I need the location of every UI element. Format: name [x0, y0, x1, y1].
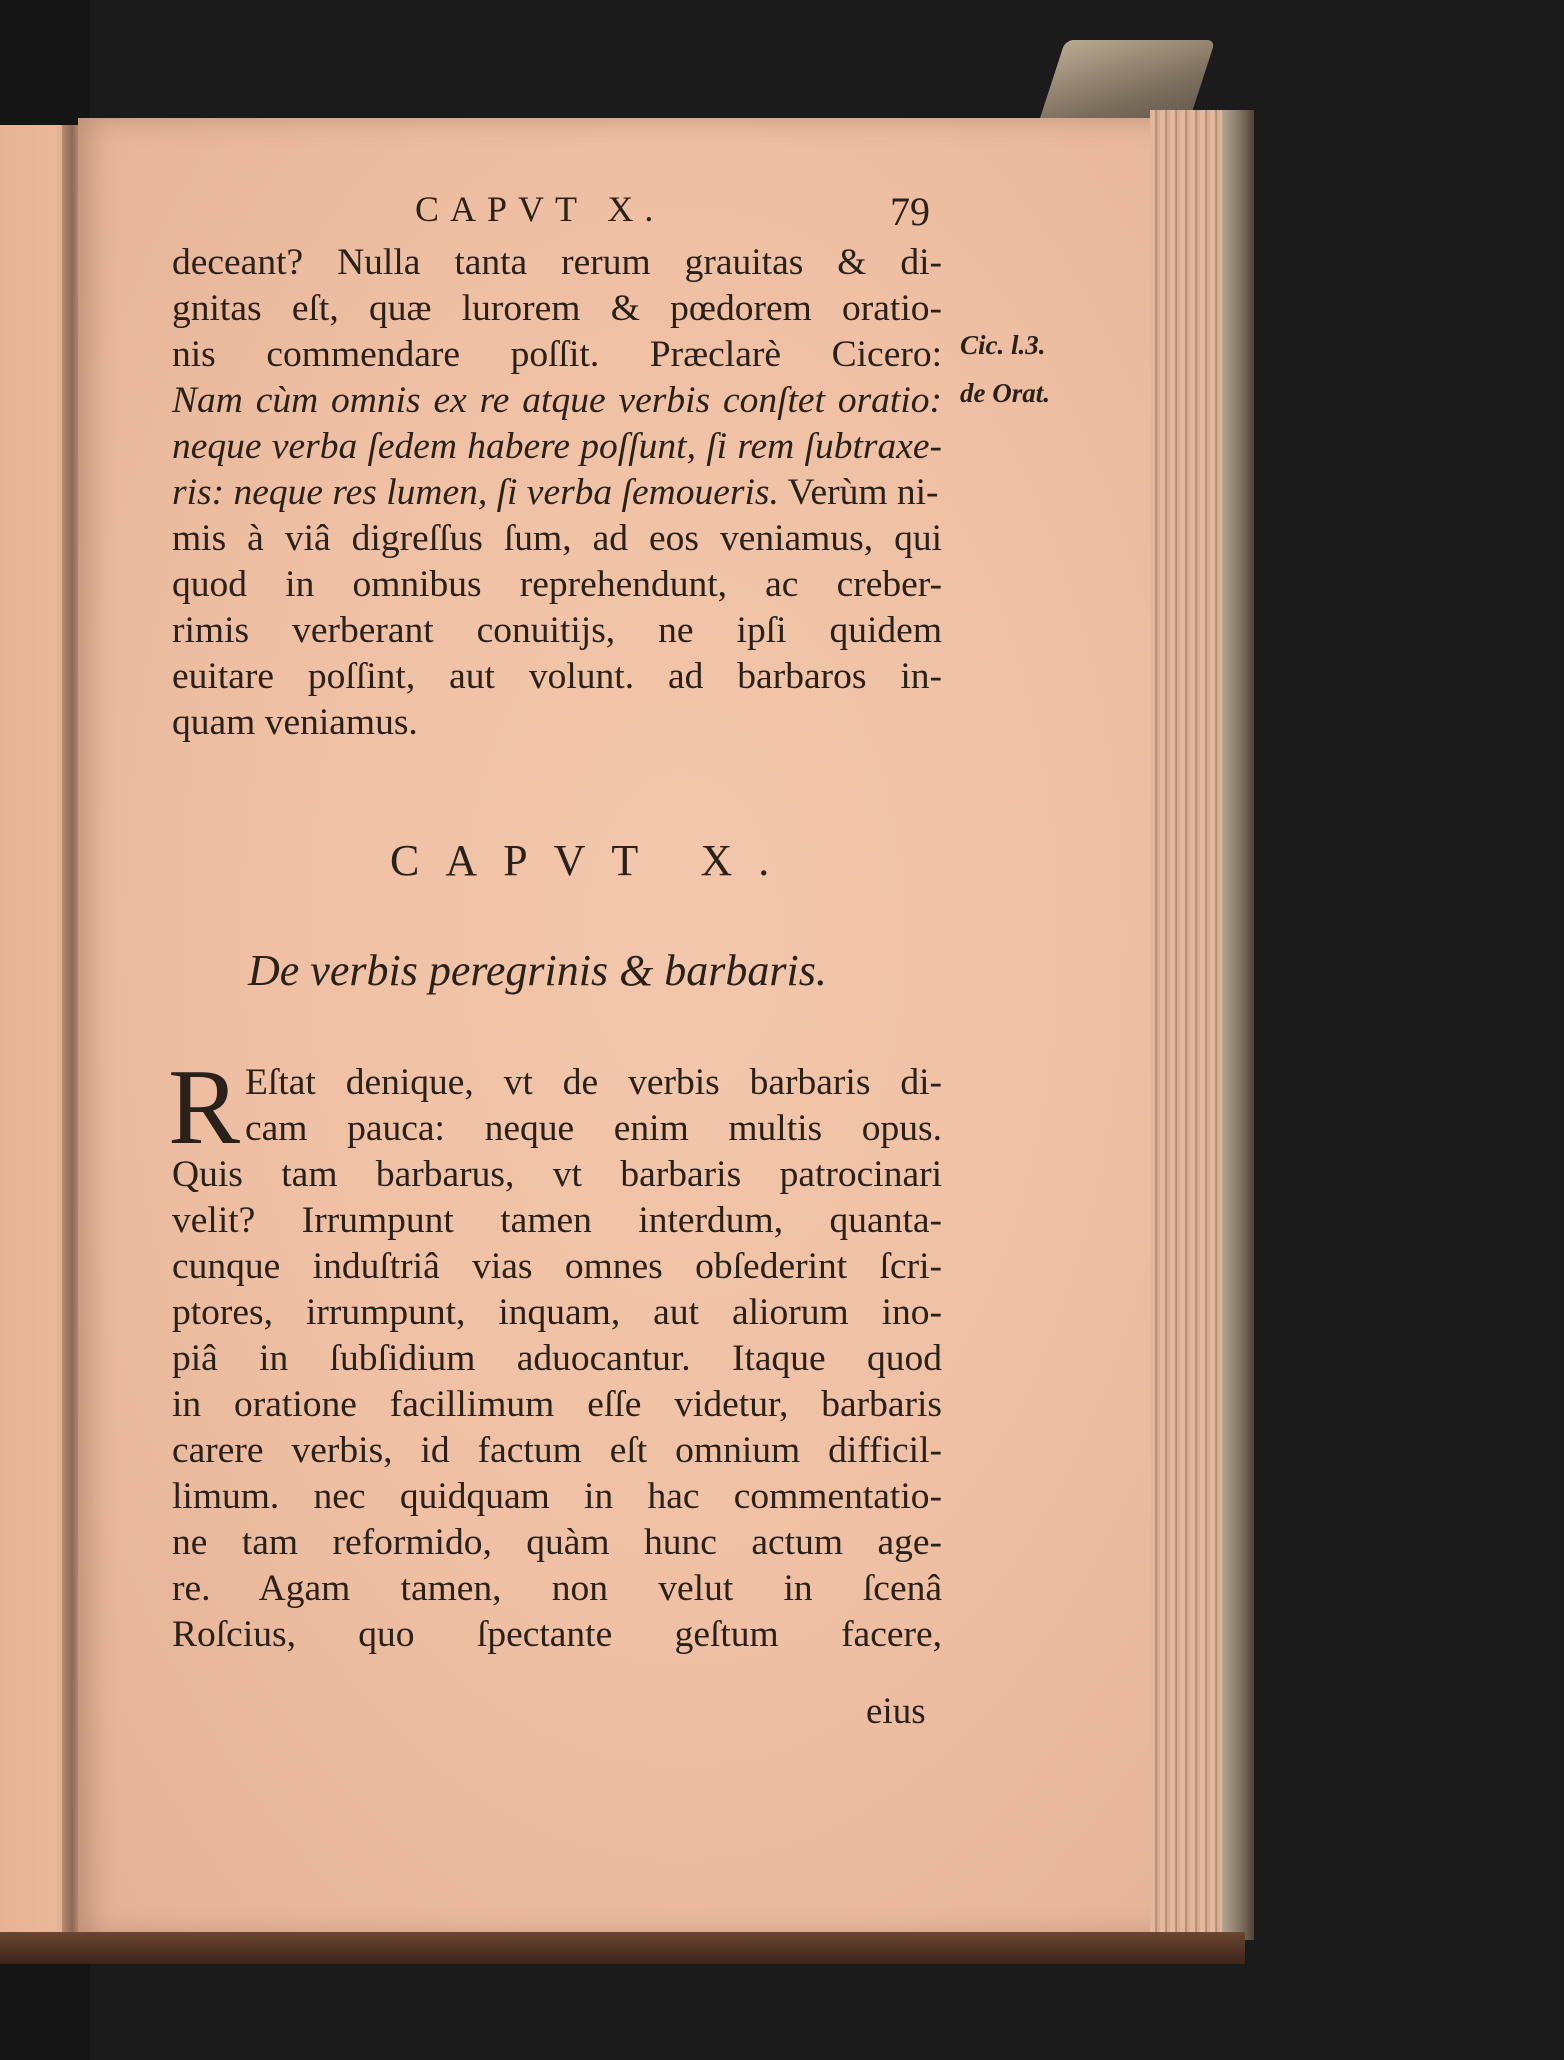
text-line: nis commendare poſſit. Præclarè Cicero:	[172, 334, 942, 375]
text-line: re. Agam tamen, non velut in ſcenâ	[172, 1568, 942, 1609]
margin-note-line: de Orat.	[960, 378, 1050, 408]
cover-edge	[1222, 110, 1254, 1940]
body-first-lines	[245, 1060, 942, 1152]
body-text-block	[172, 1152, 942, 1658]
text-line-italic: neque verba ſedem habere poſſunt, ſi rem ſubtraxe-	[172, 426, 942, 467]
cover-bottom	[0, 1932, 1245, 1964]
text-line-mixed	[172, 470, 942, 516]
text-line: Roſcius, quo ſpectante geſtum facere,	[172, 1614, 942, 1655]
chapter-title: De verbis peregrinis & barbaris.	[248, 946, 827, 995]
text-line: piâ in ſubſidium aduocantur. Itaque quod	[172, 1338, 942, 1379]
text-line: gnitas eſt, quæ lurorem & pœdorem oratio-	[172, 288, 942, 329]
text-line: carere verbis, id factum eſt omnium difficil-	[172, 1430, 942, 1471]
text-line: cam pauca: neque enim multis opus.	[245, 1108, 942, 1149]
text-line: ne tam reformido, quàm hunc actum age-	[172, 1522, 942, 1563]
drop-cap: R	[168, 1048, 241, 1167]
text-line: deceant? Nulla tanta rerum grauitas & di-	[172, 242, 942, 283]
text-line: euitare poſſint, aut volunt. ad barbaros in-	[172, 656, 942, 697]
chapter-heading: CAPVT X.	[390, 836, 796, 885]
text-line: in oratione facillimum eſſe videtur, barbaris	[172, 1384, 942, 1425]
text-line: velit? Irrumpunt tamen interdum, quanta-	[172, 1200, 942, 1241]
text-line: rimis verberant conuitijs, ne ipſi quidem	[172, 610, 942, 651]
roman-phrase: Verùm ni-	[778, 472, 939, 513]
text-line: limum. nec quidquam in hac commentatio-	[172, 1476, 942, 1517]
page-number: 79	[890, 189, 930, 234]
text-line: mis à viâ digreſſus ſum, ad eos veniamus, qui	[172, 518, 942, 559]
italic-phrase: ris: neque res lumen, ſi verba ſemoueris.	[172, 472, 779, 513]
page-edges	[1150, 110, 1230, 1940]
text-line: quam veniamus.	[172, 702, 418, 743]
text-line: Quis tam barbarus, vt barbaris patrocinari	[172, 1154, 942, 1195]
text-line: quod in omnibus reprehendunt, ac creber-	[172, 564, 942, 605]
top-text-block	[172, 240, 942, 746]
margin-note-line: Cic. l.3.	[960, 330, 1046, 360]
text-line: ptores, irrumpunt, inquam, aut aliorum ino-	[172, 1292, 942, 1333]
text-line: Eſtat denique, vt de verbis barbaris di-	[245, 1062, 942, 1103]
text-line: cunque induſtriâ vias omnes obſederint ſcri-	[172, 1246, 942, 1287]
text-line-italic: Nam cùm omnis ex re atque verbis conſtet oratio:	[172, 380, 942, 421]
running-header: CAPVT X.	[415, 189, 665, 229]
catchword: eius	[866, 1691, 926, 1732]
